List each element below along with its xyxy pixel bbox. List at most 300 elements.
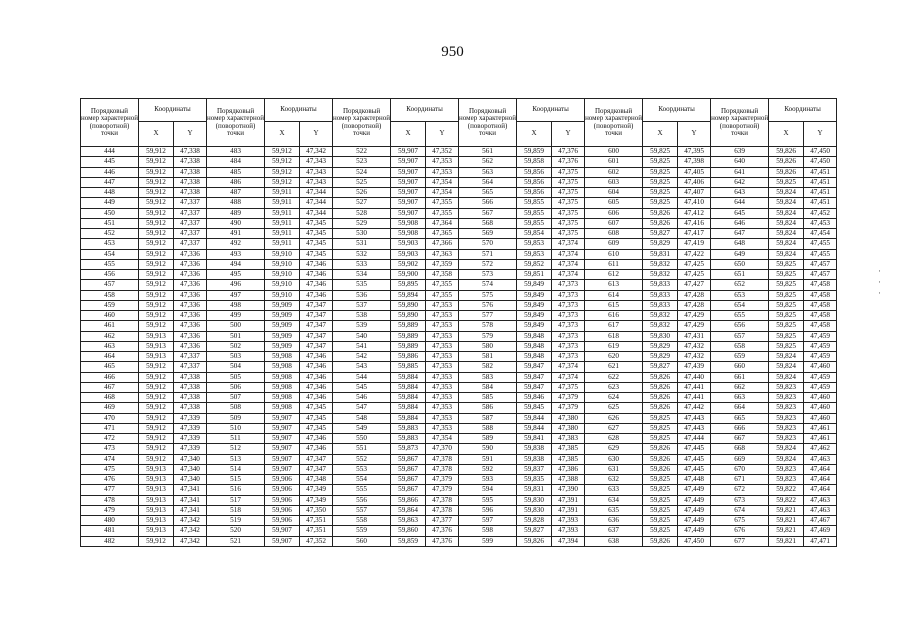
y-cell: 47,338	[174, 403, 207, 413]
x-cell: 59,912	[265, 157, 300, 167]
x-cell: 59,907	[391, 167, 426, 177]
point-number-cell: 477	[81, 485, 139, 495]
y-cell: 47,338	[174, 147, 207, 157]
y-cell: 47,425	[678, 270, 711, 280]
point-number-cell: 675	[711, 516, 769, 526]
x-cell: 59,863	[391, 516, 426, 526]
x-cell: 59,852	[517, 259, 552, 269]
y-cell: 47,363	[426, 249, 459, 259]
x-cell: 59,833	[643, 300, 678, 310]
x-cell: 59,908	[265, 403, 300, 413]
y-cell: 47,347	[300, 300, 333, 310]
x-cell: 59,911	[265, 229, 300, 239]
x-cell: 59,912	[139, 229, 174, 239]
x-cell: 59,884	[391, 403, 426, 413]
x-cell: 59,825	[643, 516, 678, 526]
point-number-cell: 468	[81, 393, 139, 403]
y-cell: 47,459	[804, 341, 837, 351]
y-cell: 47,336	[174, 249, 207, 259]
point-number-cell: 472	[81, 434, 139, 444]
x-cell: 59,912	[139, 270, 174, 280]
y-cell: 47,460	[804, 413, 837, 423]
x-cell: 59,908	[265, 362, 300, 372]
y-cell: 47,375	[552, 218, 585, 228]
point-number-cell: 621	[585, 362, 643, 372]
y-cell: 47,375	[552, 167, 585, 177]
coordinates-table	[80, 98, 837, 547]
y-cell: 47,337	[174, 229, 207, 239]
x-cell: 59,826	[769, 167, 804, 177]
x-cell: 59,825	[643, 188, 678, 198]
x-cell: 59,824	[769, 198, 804, 208]
point-number-cell: 667	[711, 434, 769, 444]
y-cell: 47,385	[552, 454, 585, 464]
point-number-cell: 528	[333, 208, 391, 218]
y-cell: 47,341	[174, 505, 207, 515]
x-cell: 59,823	[769, 403, 804, 413]
point-number-cell: 586	[459, 403, 517, 413]
y-cell: 47,354	[426, 188, 459, 198]
y-cell: 47,376	[426, 526, 459, 536]
point-number-cell: 510	[207, 423, 265, 433]
y-cell: 47,345	[300, 423, 333, 433]
point-number-cell: 646	[711, 218, 769, 228]
point-number-header: Порядковый номер характерной (поворотной) точки	[81, 99, 139, 147]
x-cell: 59,824	[769, 239, 804, 249]
x-cell: 59,823	[769, 393, 804, 403]
point-number-cell: 569	[459, 229, 517, 239]
point-number-cell: 552	[333, 454, 391, 464]
y-cell: 47,359	[426, 259, 459, 269]
point-number-cell: 488	[207, 198, 265, 208]
x-cell: 59,910	[265, 270, 300, 280]
y-cell: 47,345	[300, 413, 333, 423]
margin-mark: ·	[878, 266, 881, 276]
point-number-cell: 482	[81, 536, 139, 546]
table-row	[81, 516, 837, 526]
y-cell: 47,343	[300, 167, 333, 177]
table-row	[81, 372, 837, 382]
x-cell: 59,913	[139, 464, 174, 474]
point-number-cell: 499	[207, 311, 265, 321]
x-cell: 59,873	[391, 444, 426, 454]
y-cell: 47,379	[426, 475, 459, 485]
y-cell: 47,410	[678, 198, 711, 208]
y-cell: 47,346	[300, 444, 333, 454]
point-number-cell: 460	[81, 311, 139, 321]
y-cell: 47,338	[174, 372, 207, 382]
x-header: X	[517, 122, 552, 147]
y-cell: 47,353	[426, 393, 459, 403]
x-cell: 59,853	[517, 249, 552, 259]
point-number-cell: 487	[207, 188, 265, 198]
x-cell: 59,910	[265, 249, 300, 259]
y-cell: 47,388	[552, 475, 585, 485]
x-cell: 59,821	[769, 505, 804, 515]
y-cell: 47,443	[678, 423, 711, 433]
y-cell: 47,378	[426, 505, 459, 515]
point-number-cell: 491	[207, 229, 265, 239]
x-cell: 59,912	[139, 300, 174, 310]
x-cell: 59,907	[391, 157, 426, 167]
point-number-cell: 462	[81, 331, 139, 341]
x-cell: 59,909	[265, 341, 300, 351]
y-cell: 47,374	[552, 239, 585, 249]
point-number-cell: 455	[81, 259, 139, 269]
y-cell: 47,353	[426, 157, 459, 167]
x-cell: 59,826	[643, 454, 678, 464]
y-cell: 47,449	[678, 516, 711, 526]
y-cell: 47,416	[678, 218, 711, 228]
y-cell: 47,353	[426, 423, 459, 433]
x-cell: 59,889	[391, 331, 426, 341]
x-cell: 59,830	[517, 495, 552, 505]
point-number-cell: 549	[333, 423, 391, 433]
x-cell: 59,830	[517, 505, 552, 515]
x-cell: 59,835	[517, 475, 552, 485]
y-cell: 47,338	[174, 382, 207, 392]
x-cell: 59,908	[265, 382, 300, 392]
x-cell: 59,913	[139, 475, 174, 485]
point-number-cell: 638	[585, 536, 643, 546]
y-cell: 47,460	[804, 393, 837, 403]
x-cell: 59,883	[391, 423, 426, 433]
x-cell: 59,867	[391, 464, 426, 474]
point-number-cell: 588	[459, 423, 517, 433]
point-number-cell: 484	[207, 157, 265, 167]
x-cell: 59,912	[139, 239, 174, 249]
point-number-cell: 618	[585, 331, 643, 341]
x-cell: 59,909	[265, 311, 300, 321]
point-number-cell: 630	[585, 454, 643, 464]
point-number-cell: 607	[585, 218, 643, 228]
x-cell: 59,907	[391, 208, 426, 218]
y-cell: 47,378	[426, 495, 459, 505]
point-number-cell: 560	[333, 536, 391, 546]
point-number-cell: 446	[81, 167, 139, 177]
y-cell: 47,336	[174, 270, 207, 280]
x-cell: 59,856	[517, 167, 552, 177]
y-cell: 47,338	[174, 188, 207, 198]
y-cell: 47,338	[174, 167, 207, 177]
y-cell: 47,373	[552, 352, 585, 362]
x-cell: 59,912	[139, 198, 174, 208]
y-cell: 47,342	[174, 516, 207, 526]
x-cell: 59,912	[139, 382, 174, 392]
point-number-cell: 595	[459, 495, 517, 505]
x-cell: 59,825	[769, 280, 804, 290]
table-row	[81, 341, 837, 351]
point-number-cell: 476	[81, 475, 139, 485]
y-cell: 47,336	[174, 290, 207, 300]
y-cell: 47,353	[426, 372, 459, 382]
y-cell: 47,377	[426, 516, 459, 526]
y-cell: 47,354	[426, 177, 459, 187]
x-cell: 59,867	[391, 485, 426, 495]
y-cell: 47,336	[174, 331, 207, 341]
y-cell: 47,460	[804, 403, 837, 413]
y-cell: 47,461	[804, 434, 837, 444]
y-cell: 47,342	[174, 526, 207, 536]
x-cell: 59,906	[265, 485, 300, 495]
x-cell: 59,910	[265, 290, 300, 300]
y-cell: 47,353	[426, 300, 459, 310]
y-cell: 47,350	[300, 505, 333, 515]
point-number-cell: 662	[711, 382, 769, 392]
point-number-cell: 660	[711, 362, 769, 372]
point-number-cell: 457	[81, 280, 139, 290]
y-cell: 47,464	[804, 475, 837, 485]
y-cell: 47,337	[174, 218, 207, 228]
x-cell: 59,826	[643, 536, 678, 546]
point-number-cell: 599	[459, 536, 517, 546]
y-cell: 47,471	[804, 536, 837, 546]
y-cell: 47,375	[552, 198, 585, 208]
y-cell: 47,341	[174, 485, 207, 495]
table-row	[81, 249, 837, 259]
y-cell: 47,352	[426, 147, 459, 157]
x-cell: 59,913	[139, 526, 174, 536]
y-cell: 47,458	[804, 321, 837, 331]
x-cell: 59,858	[517, 157, 552, 167]
point-number-cell: 525	[333, 177, 391, 187]
x-cell: 59,859	[517, 147, 552, 157]
point-number-cell: 665	[711, 413, 769, 423]
point-number-cell: 452	[81, 229, 139, 239]
point-number-cell: 524	[333, 167, 391, 177]
point-number-cell: 520	[207, 526, 265, 536]
y-cell: 47,374	[552, 249, 585, 259]
x-cell: 59,907	[265, 526, 300, 536]
point-number-cell: 663	[711, 393, 769, 403]
point-number-cell: 512	[207, 444, 265, 454]
y-cell: 47,344	[300, 198, 333, 208]
x-cell: 59,884	[391, 413, 426, 423]
y-cell: 47,390	[552, 485, 585, 495]
point-number-cell: 537	[333, 300, 391, 310]
x-cell: 59,912	[139, 321, 174, 331]
x-cell: 59,855	[517, 198, 552, 208]
point-number-cell: 473	[81, 444, 139, 454]
point-number-cell: 627	[585, 423, 643, 433]
y-cell: 47,344	[300, 188, 333, 198]
table-row	[81, 188, 837, 198]
table-row	[81, 167, 837, 177]
y-cell: 47,451	[804, 198, 837, 208]
point-number-cell: 584	[459, 382, 517, 392]
point-number-cell: 561	[459, 147, 517, 157]
point-number-cell: 470	[81, 413, 139, 423]
x-cell: 59,825	[769, 290, 804, 300]
table-row	[81, 218, 837, 228]
point-number-cell: 614	[585, 290, 643, 300]
point-number-header: Порядковый номер характерной (поворотной) точки	[207, 99, 265, 147]
point-number-cell: 664	[711, 403, 769, 413]
y-cell: 47,440	[678, 372, 711, 382]
x-cell: 59,825	[769, 300, 804, 310]
y-cell: 47,346	[300, 352, 333, 362]
point-number-cell: 533	[333, 259, 391, 269]
point-number-cell: 541	[333, 341, 391, 351]
y-cell: 47,346	[300, 372, 333, 382]
point-number-cell: 579	[459, 331, 517, 341]
x-cell: 59,847	[517, 362, 552, 372]
y-cell: 47,336	[174, 341, 207, 351]
y-cell: 47,336	[174, 321, 207, 331]
table-row	[81, 290, 837, 300]
point-number-cell: 444	[81, 147, 139, 157]
x-cell: 59,849	[517, 280, 552, 290]
point-number-cell: 617	[585, 321, 643, 331]
y-cell: 47,376	[552, 157, 585, 167]
x-cell: 59,828	[517, 516, 552, 526]
point-number-cell: 464	[81, 352, 139, 362]
point-number-cell: 546	[333, 393, 391, 403]
x-cell: 59,826	[643, 372, 678, 382]
point-number-cell: 596	[459, 505, 517, 515]
y-cell: 47,373	[552, 311, 585, 321]
x-cell: 59,825	[643, 198, 678, 208]
point-number-cell: 503	[207, 352, 265, 362]
y-cell: 47,394	[552, 536, 585, 546]
y-cell: 47,429	[678, 311, 711, 321]
y-cell: 47,469	[804, 526, 837, 536]
point-number-cell: 514	[207, 464, 265, 474]
x-cell: 59,912	[139, 218, 174, 228]
point-number-cell: 449	[81, 198, 139, 208]
point-number-cell: 498	[207, 300, 265, 310]
x-cell: 59,894	[391, 290, 426, 300]
y-cell: 47,339	[174, 413, 207, 423]
x-cell: 59,900	[391, 270, 426, 280]
point-number-cell: 645	[711, 208, 769, 218]
point-number-cell: 594	[459, 485, 517, 495]
y-cell: 47,375	[552, 229, 585, 239]
x-cell: 59,824	[769, 188, 804, 198]
x-cell: 59,910	[265, 259, 300, 269]
x-cell: 59,821	[769, 526, 804, 536]
point-number-cell: 534	[333, 270, 391, 280]
y-header: Y	[552, 122, 585, 147]
y-cell: 47,349	[300, 485, 333, 495]
point-number-cell: 516	[207, 485, 265, 495]
y-cell: 47,458	[804, 280, 837, 290]
x-cell: 59,860	[391, 526, 426, 536]
x-cell: 59,823	[769, 413, 804, 423]
y-cell: 47,346	[300, 259, 333, 269]
x-cell: 59,826	[769, 157, 804, 167]
x-cell: 59,859	[391, 536, 426, 546]
x-cell: 59,907	[391, 177, 426, 187]
y-cell: 47,379	[552, 393, 585, 403]
x-cell: 59,867	[391, 454, 426, 464]
point-number-cell: 466	[81, 372, 139, 382]
table-row	[81, 403, 837, 413]
point-number-cell: 611	[585, 259, 643, 269]
point-number-cell: 542	[333, 352, 391, 362]
y-cell: 47,443	[678, 413, 711, 423]
x-cell: 59,912	[139, 413, 174, 423]
point-number-cell: 574	[459, 280, 517, 290]
x-cell: 59,912	[139, 259, 174, 269]
x-cell: 59,913	[139, 485, 174, 495]
point-number-cell: 506	[207, 382, 265, 392]
point-number-cell: 495	[207, 270, 265, 280]
y-cell: 47,427	[678, 280, 711, 290]
y-cell: 47,338	[174, 157, 207, 167]
point-number-cell: 647	[711, 229, 769, 239]
y-cell: 47,337	[174, 362, 207, 372]
point-number-cell: 551	[333, 444, 391, 454]
table-row	[81, 311, 837, 321]
y-cell: 47,439	[678, 362, 711, 372]
x-cell: 59,845	[517, 403, 552, 413]
point-number-cell: 550	[333, 434, 391, 444]
point-number-cell: 496	[207, 280, 265, 290]
y-cell: 47,459	[804, 382, 837, 392]
y-cell: 47,462	[804, 444, 837, 454]
point-number-cell: 518	[207, 505, 265, 515]
x-cell: 59,824	[769, 218, 804, 228]
y-cell: 47,346	[300, 362, 333, 372]
point-number-header: Порядковый номер характерной (поворотной) точки	[459, 99, 517, 147]
margin-mark: ·	[878, 277, 881, 287]
x-cell: 59,825	[769, 341, 804, 351]
x-cell: 59,824	[769, 372, 804, 382]
point-number-cell: 572	[459, 259, 517, 269]
y-cell: 47,406	[678, 177, 711, 187]
point-number-cell: 566	[459, 198, 517, 208]
point-number-cell: 481	[81, 526, 139, 536]
point-number-cell: 641	[711, 167, 769, 177]
x-cell: 59,848	[517, 352, 552, 362]
point-number-cell: 539	[333, 321, 391, 331]
point-number-cell: 666	[711, 423, 769, 433]
x-cell: 59,826	[643, 444, 678, 454]
point-number-cell: 613	[585, 280, 643, 290]
point-number-cell: 461	[81, 321, 139, 331]
y-cell: 47,342	[300, 147, 333, 157]
y-cell: 47,346	[300, 290, 333, 300]
x-cell: 59,847	[517, 372, 552, 382]
x-cell: 59,844	[517, 413, 552, 423]
x-cell: 59,833	[643, 280, 678, 290]
point-number-cell: 671	[711, 475, 769, 485]
y-cell: 47,463	[804, 454, 837, 464]
point-number-cell: 590	[459, 444, 517, 454]
y-cell: 47,445	[678, 464, 711, 474]
point-number-cell: 674	[711, 505, 769, 515]
y-cell: 47,385	[552, 444, 585, 454]
x-cell: 59,825	[643, 434, 678, 444]
y-cell: 47,454	[804, 229, 837, 239]
point-number-cell: 447	[81, 177, 139, 187]
y-cell: 47,355	[426, 290, 459, 300]
x-cell: 59,824	[769, 229, 804, 239]
y-cell: 47,353	[426, 362, 459, 372]
x-cell: 59,911	[265, 208, 300, 218]
y-cell: 47,353	[426, 331, 459, 341]
point-number-cell: 673	[711, 495, 769, 505]
point-number-cell: 605	[585, 198, 643, 208]
point-number-cell: 544	[333, 372, 391, 382]
x-cell: 59,848	[517, 341, 552, 351]
point-number-cell: 573	[459, 270, 517, 280]
y-cell: 47,374	[552, 270, 585, 280]
y-cell: 47,441	[678, 393, 711, 403]
x-cell: 59,912	[139, 177, 174, 187]
point-number-cell: 471	[81, 423, 139, 433]
